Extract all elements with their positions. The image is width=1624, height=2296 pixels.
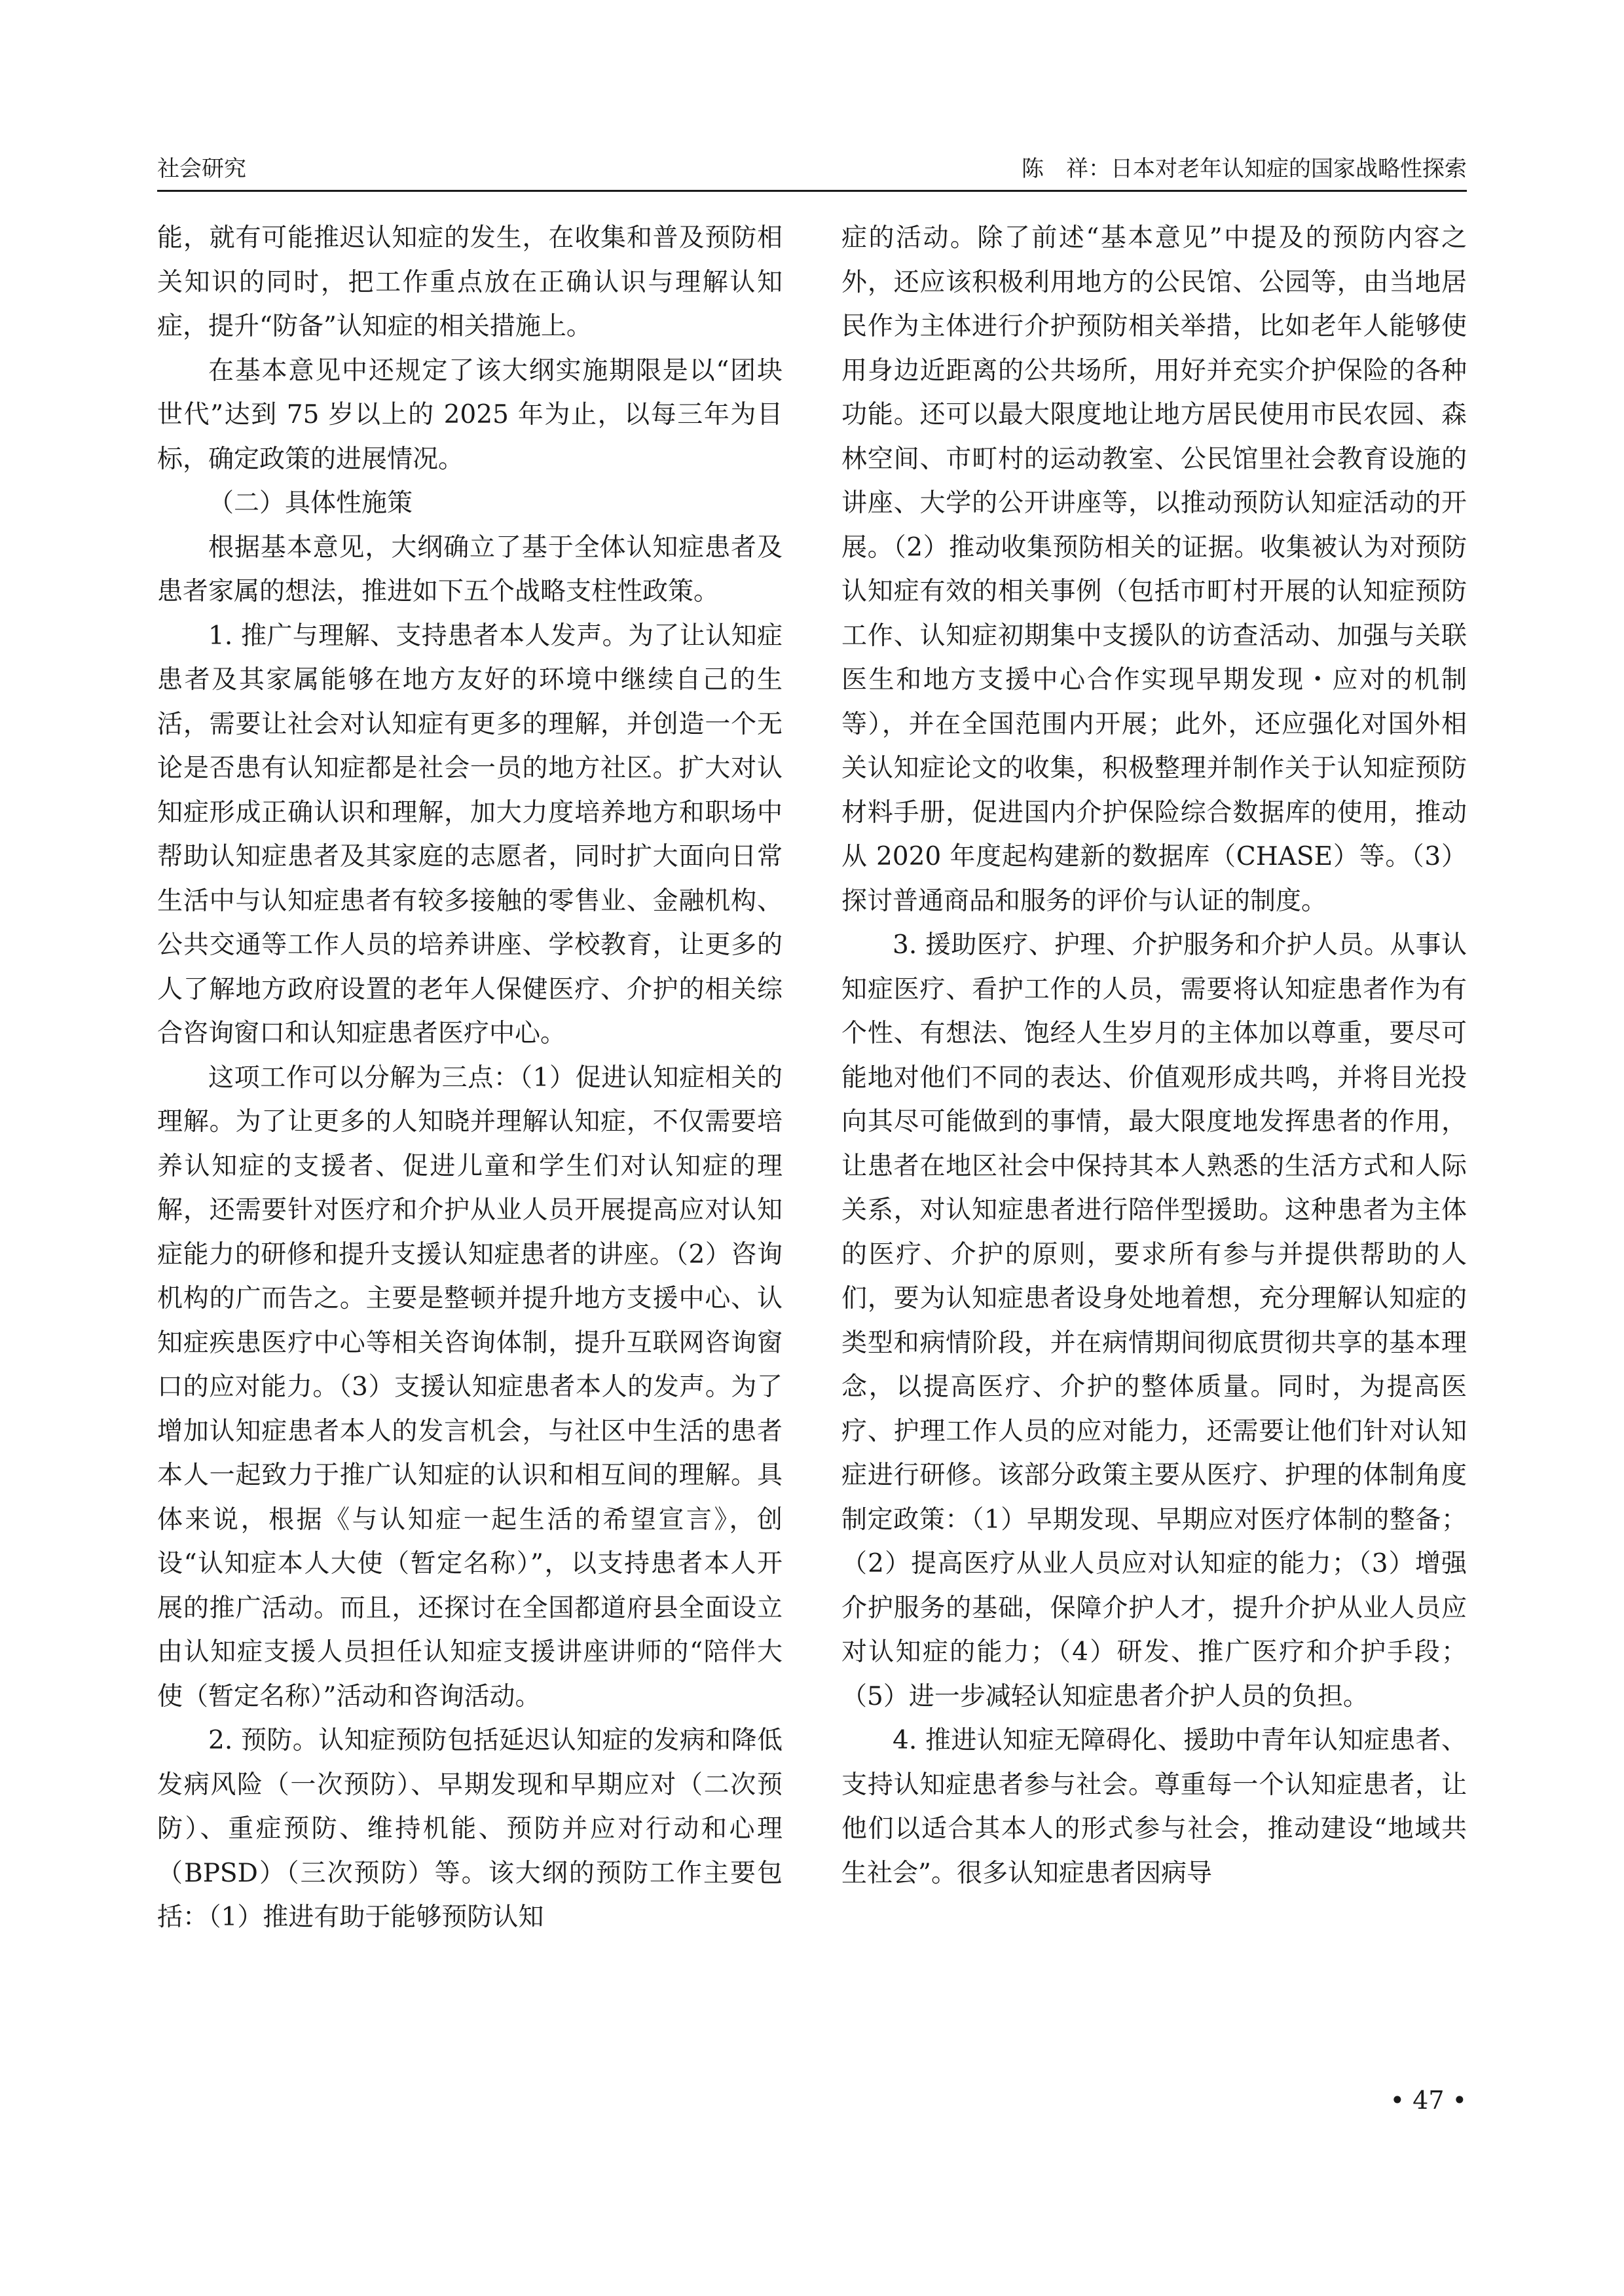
paragraph: 能，就有可能推迟认知症的发生，在收集和普及预防相关知识的同时，把工作重点放在正确认识与理解认知症，提升“防备”认知症的相关措施上。: [157, 223, 783, 341]
paragraph: 症的活动。除了前述“基本意见”中提及的预防内容之外，还应该积极利用地方的公民馆、公园等，由当地居民作为主体进行介护预防相关举措，比如老年人能够使用身边近距离的公共场所，用好并充实介护保险的各种功能。还可以最大限度地让地方居民使用市民农园、森林空间、市町村的运动教室、公民馆里社会教育设施的讲座、大学的公开讲座等，以推动预防认知症活动的开展。（2）推动收集预防相关的证据。收集被认为对预防认知症有效的相关事例（包括市町村开展的认知症预防工作、认知症初期集中支援队的访查活动、加强与关联医生和地方支援中心合作实现早期发现・应对的机制等），并在全国范围内开展；此外，还应强化对国外相关认知症论文的收集，积极整理并制作关于认知症预防材料手册，促进国内介护保险综合数据库的使用，推动从 2020 年度起构建新的数据库（CHASE）等。（3）探讨普通商品和服务的评价与认证的制度。: [841, 223, 1467, 916]
header-divider: [157, 190, 1467, 192]
article-running-title: 陈 祥：日本对老年认知症的国家战略性探索: [1022, 156, 1467, 182]
left-column: [157, 216, 783, 2075]
paragraph: 这项工作可以分解为三点：（1）促进认知症相关的理解。为了让更多的人知晓并理解认知症，不仅需要培养认知症的支援者、促进儿童和学生们对认知症的理解，还需要针对医疗和介护从业人员开展提高应对认知症能力的研修和提升支援认知症患者的讲座。（2）咨询机构的广而告之。主要是整顿并提升地方支援中心、认知症疾患医疗中心等相关咨询体制，提升互联网咨询窗口的应对能力。（3）支援认知症患者本人的发声。为了增加认知症患者本人的发言机会，与社区中生活的患者本人一起致力于推广认知症的认识和相互间的理解。具体来说，根据《与认知症一起生活的希望宣言》，创设“认知症本人大使（暂定名称）”，以支持患者本人开展的推广活动。而且，还探讨在全国都道府县全面设立由认知症支援人员担任认知症支援讲座讲师的“陪伴大使（暂定名称）”活动和咨询活动。: [157, 1063, 783, 1711]
paragraph: 3. 援助医疗、护理、介护服务和介护人员。从事认知症医疗、看护工作的人员，需要将认知症患者作为有个性、有想法、饱经人生岁月的主体加以尊重，要尽可能地对他们不同的表达、价值观形成共鸣，并将目光投向其尽可能做到的事情，最大限度地发挥患者的作用，让患者在地区社会中保持其本人熟悉的生活方式和人际关系，对认知症患者进行陪伴型援助。这种患者为主体的医疗、介护的原则，要求所有参与并提供帮助的人们，要为认知症患者设身处地着想，充分理解认知症的类型和病情阶段，并在病情期间彻底贯彻共享的基本理念，以提高医疗、介护的整体质量。同时，为提高医疗、护理工作人员的应对能力，还需要让他们针对认知症进行研修。该部分政策主要从医疗、护理的体制角度制定政策：（1）早期发现、早期应对医疗体制的整备；（2）提高医疗从业人员应对认知症的能力；（3）增强介护服务的基础，保障介护人才，提升介护从业人员应对认知症的能力；（4）研发、推广医疗和介护手段；（5）进一步减轻认知症患者介护人员的负担。: [841, 930, 1467, 1711]
journal-section-title: 社会研究: [157, 156, 246, 182]
paragraph: 1. 推广与理解、支持患者本人发声。为了让认知症患者及其家属能够在地方友好的环境中继续自己的生活，需要让社会对认知症有更多的理解，并创造一个无论是否患有认知症都是社会一员的地方社区。扩大对认知症形成正确认识和理解，加大力度培养地方和职场中帮助认知症患者及其家庭的志愿者，同时扩大面向日常生活中与认知症患者有较多接触的零售业、金融机构、公共交通等工作人员的培养讲座、学校教育，让更多的人了解地方政府设置的老年人保健医疗、介护的相关综合咨询窗口和认知症患者医疗中心。: [157, 621, 783, 1048]
right-column: [841, 216, 1467, 2075]
paragraph: 2. 预防。认知症预防包括延迟认知症的发病和降低发病风险（一次预防）、早期发现和早期应对（二次预防）、重症预防、维持机能、预防并应对行动和心理（BPSD）（三次预防）等。该大纲的预防工作主要包括：（1）推进有助于能够预防认知: [157, 1726, 783, 1932]
section-heading: （二）具体性施策: [208, 488, 413, 518]
page-number: • 47 •: [1390, 2086, 1467, 2115]
running-header: [157, 152, 1467, 186]
paragraph: 在基本意见中还规定了该大纲实施期限是以“团块世代”达到 75 岁以上的 2025 年为止，以每三年为目标，确定政策的进展情况。: [157, 355, 783, 474]
paragraph: 4. 推进认知症无障碍化、援助中青年认知症患者、支持认知症患者参与社会。尊重每一个认知症患者，让他们以适合其本人的形式参与社会，推动建设“地域共生社会”。很多认知症患者因病导: [841, 1726, 1467, 1888]
paragraph: 根据基本意见，大纲确立了基于全体认知症患者及患者家属的想法，推进如下五个战略支柱性政策。: [157, 532, 783, 606]
